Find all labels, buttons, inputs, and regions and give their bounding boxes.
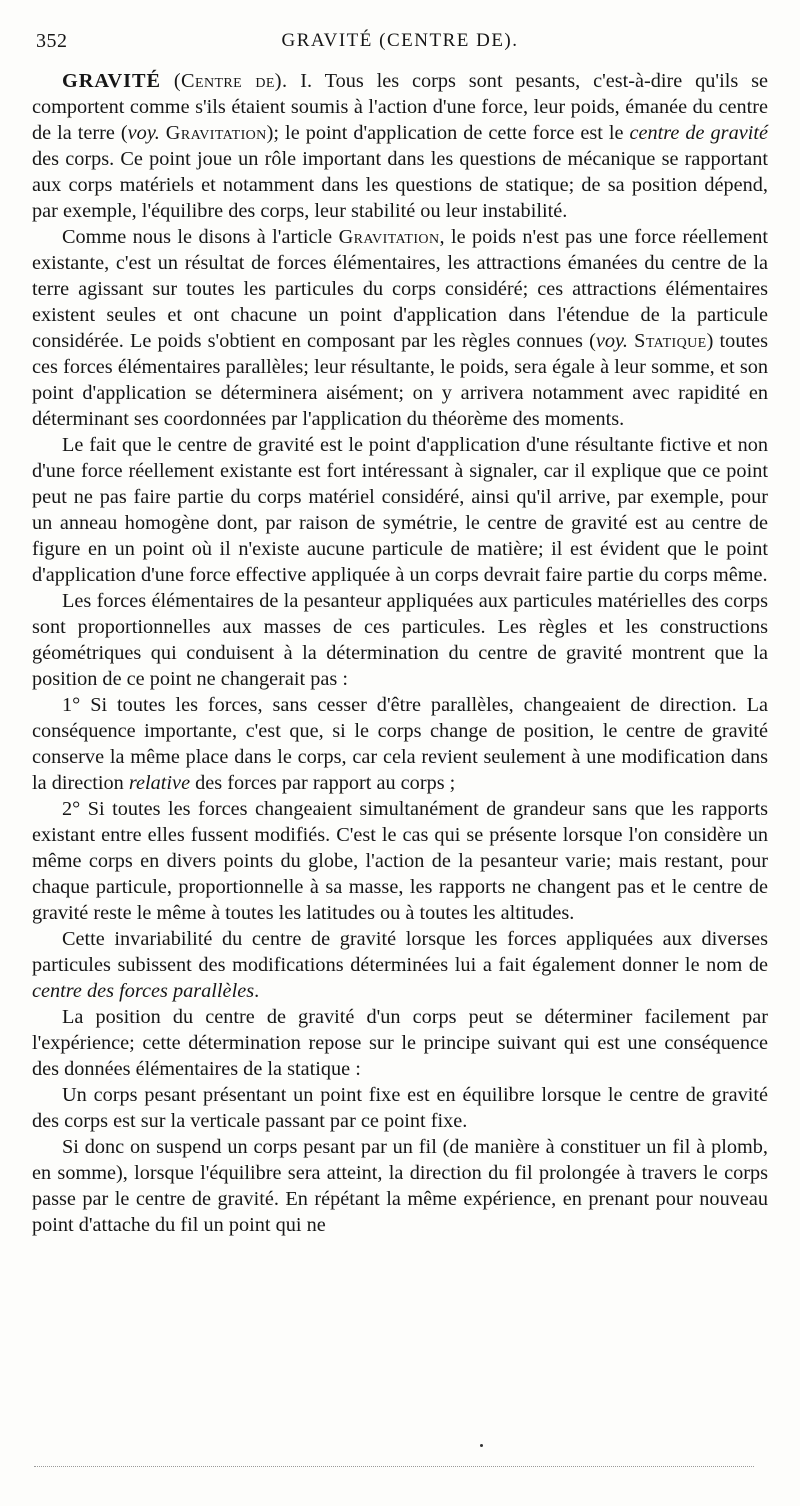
paragraph-5-text-b: des forces par rapport au corps ;	[190, 772, 456, 794]
paragraph-2-text-a: Comme nous le disons à l'article	[62, 226, 339, 248]
emphasis-term: centre de gravité	[629, 122, 768, 144]
emphasis-term: relative	[128, 772, 191, 794]
paragraph-2	[32, 224, 768, 432]
paragraph-2-text-b: , le poids n'est pas une force réellement existante, c'est un résultat de forces élémentaires, les attractions émanées du centre de la terre agissant sur toutes les particules du corps considéré; ces attractions élémentaires existent seules et ont chacune un point d'application dans l'étendue de la particule considérée. Le poids s'obtient en composant par les règles connues (	[32, 226, 769, 352]
paragraph-9: Un corps pesant présentant un point fixe est en équilibre lorsque le centre de gravité des corps est sur la verticale passant par ce point fixe.	[32, 1084, 768, 1132]
paragraph-1-text-c: des corps. Ce point joue un rôle important dans les questions de mécanique se rapportant aux corps matériels et notamment dans les questions de statique; de sa position dépend, par exemple, l'équilibre des corps, leur stabilité ou leur instabilité.	[32, 148, 768, 222]
paragraph-5	[32, 692, 768, 796]
paragraph-4: Les forces élémentaires de la pesanteur appliquées aux particules matérielles des corps sont proportionnelles aux masses de ces particules. Les règles et les constructions géométriques qui conduisent à la détermination du centre de gravité montrent que la position de ce point ne changerait pas :	[32, 590, 768, 690]
cross-reference: Statique	[634, 330, 707, 352]
scan-speck	[480, 1444, 483, 1447]
paragraph-1-text-a: I. Tous les corps sont pesants, c'est-à-dire qu'ils se comportent comme s'ils étaient soumis à l'action d'une force, leur poids, émanée du centre de la terre (	[32, 70, 768, 144]
paragraph-10: Si donc on suspend un corps pesant par un fil (de manière à constituer un fil à plomb, en somme), lorsque l'équilibre sera atteint, la direction du fil prolongée à travers le corps passe par le centre de gravité. En répétant la même expérience, en prenant pour nouveau point d'attache du fil un point qui ne	[32, 1136, 768, 1236]
cross-reference: Gravitation	[338, 226, 440, 248]
article-headword: GRAVITÉ	[62, 70, 162, 92]
voy-abbrev: voy.	[595, 330, 628, 352]
paragraph-8: La position du centre de gravité d'un corps peut se déterminer facilement par l'expérience; cette détermination repose sur le principe suivant qui est une conséquence des données élémentaires de la statique :	[32, 1006, 768, 1080]
paragraph-5-text-a: 1° Si toutes les forces, sans cesser d'être parallèles, changeaient de direction. La conséquence importante, c'est que, si le corps change de position, le centre de gravité conserve la même place dans le corps, car cela revient seulement à une modification dans la direction	[32, 694, 768, 794]
paragraph-1	[32, 68, 768, 224]
page-number: 352	[36, 30, 68, 52]
paragraph-1-text-b: ); le point d'application de cette force est le	[266, 122, 630, 144]
footer-dotted-rule	[34, 1466, 754, 1467]
paragraph-6: 2° Si toutes les forces changeaient simultanément de grandeur sans que les rapports existant entre elles fussent modifiés. C'est le cas qui se présente lorsque l'on considère un même corps en divers points du globe, l'action de la pesanteur varie; mais restant, pour chaque particule, proportionnelle à sa masse, les rapports ne changent pas et le centre de gravité reste le même à toutes les latitudes ou à toutes les altitudes.	[32, 798, 768, 924]
paragraph-7	[32, 926, 768, 1004]
emphasis-term: centre des forces parallèles	[32, 980, 255, 1002]
cross-reference: Gravitation	[165, 122, 267, 144]
running-title: GRAVITÉ (CENTRE DE).	[281, 30, 519, 51]
article-headword-sub: (Centre de).	[173, 70, 288, 92]
paragraph-2-text-c: ) toutes ces forces élémentaires parallèles; leur résultante, le poids, sera égale à leur somme, et son point d'application se déterminera aisément; on y arrivera notamment avec rapidité en déterminant ses coordonnées par l'application du théorème des moments.	[32, 330, 768, 430]
paragraph-7-text-a: Cette invariabilité du centre de gravité lorsque les forces appliquées aux diverses particules subissent des modifications déterminées lui a fait également donner le nom de	[32, 928, 768, 976]
paragraph-7-text-b: .	[254, 980, 260, 1002]
page-header	[32, 30, 768, 62]
article-body	[32, 68, 768, 1238]
paragraph-3: Le fait que le centre de gravité est le point d'application d'une résultante fictive et non d'une force réellement existante est fort intéressant à signaler, car il explique que ce point peut ne pas faire partie du corps matériel considéré, ainsi qu'il arrive, par exemple, pour un anneau homogène dont, par raison de symétrie, le centre de gravité est au centre de figure en un point où il n'existe aucune particule de matière; il est évident que le point d'application d'une force effective appliquée à un corps devrait faire partie du corps même.	[32, 434, 768, 586]
voy-abbrev: voy.	[127, 122, 160, 144]
